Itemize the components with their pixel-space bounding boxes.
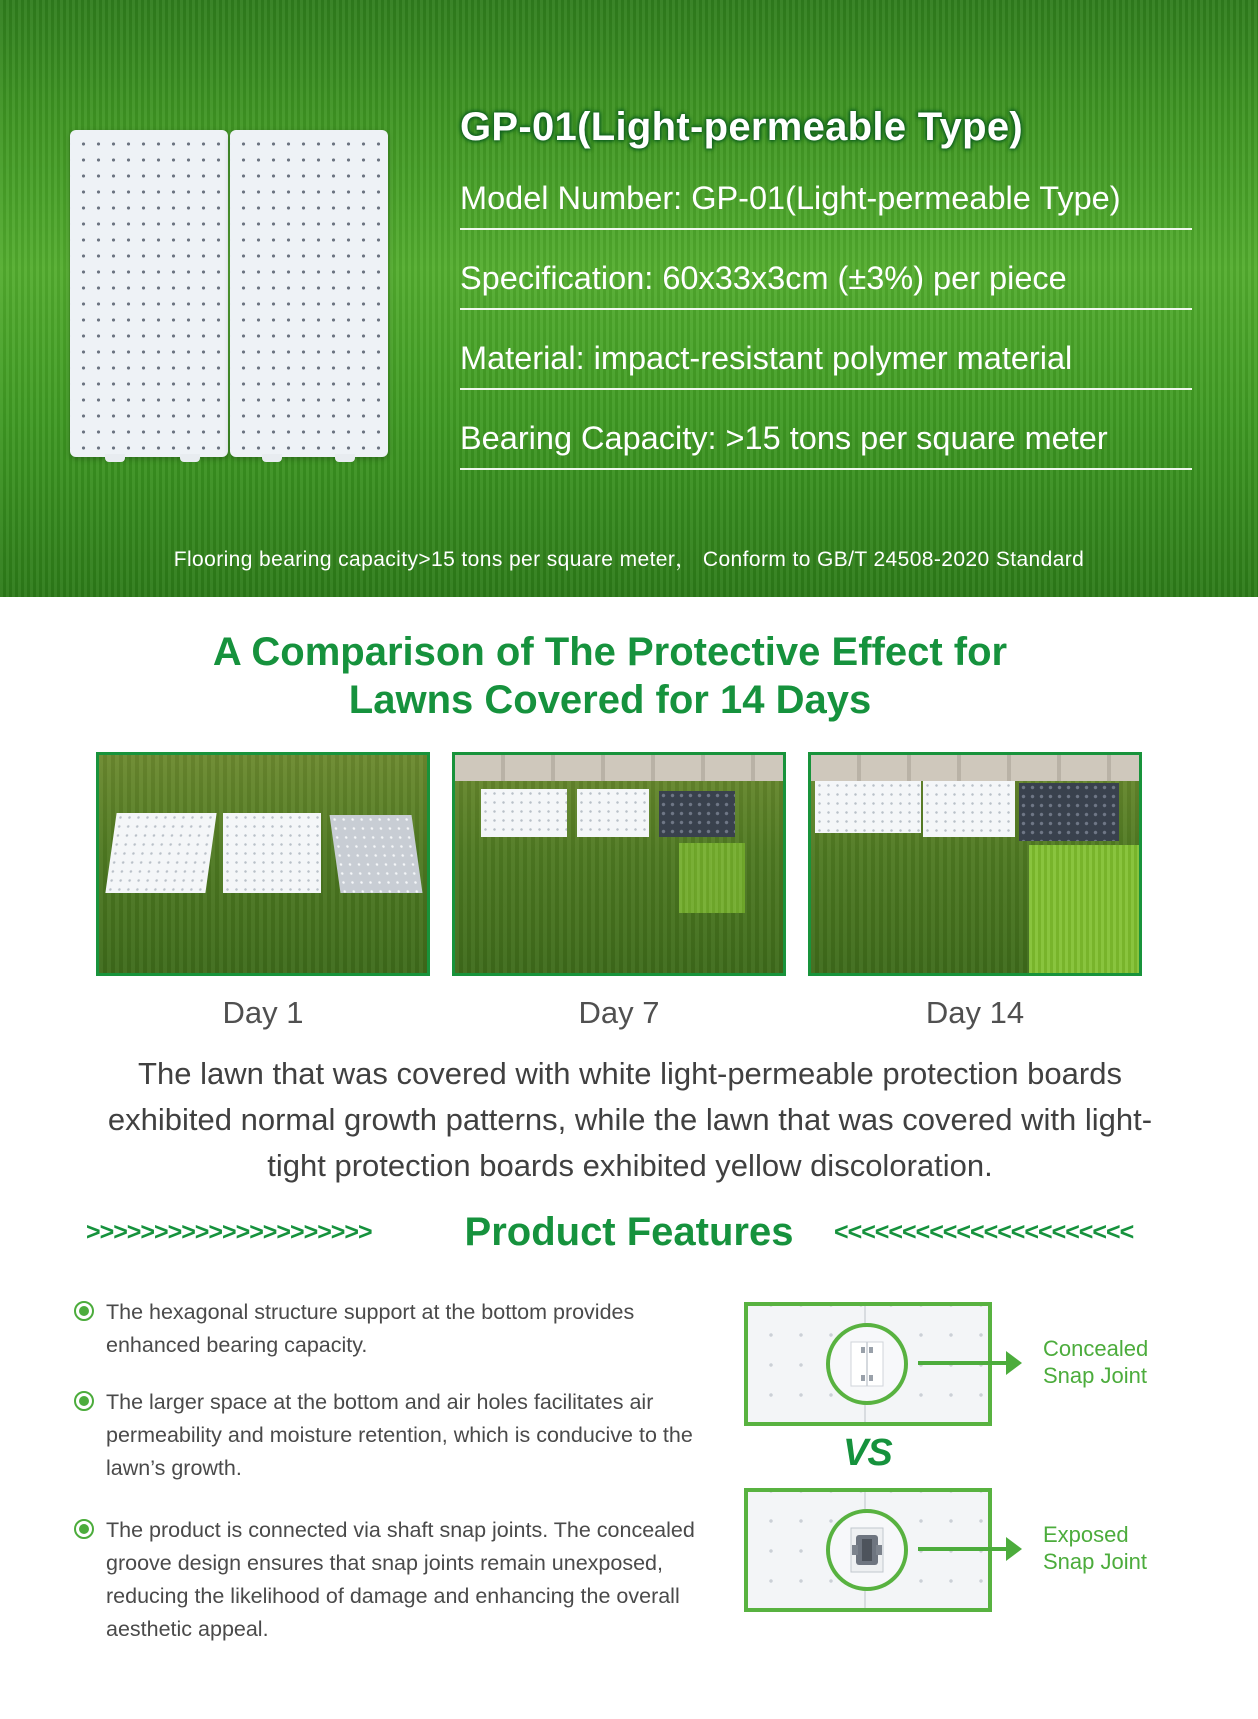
yellowed-grass-patch (1029, 845, 1139, 973)
standard-note: Flooring bearing capacity>15 tons per square meter， Conform to GB/T 24508-2020 Standard (173, 548, 1085, 571)
decorative-arrows-right: <<<<<<<<<<<<<<<<<<<<<< (834, 1218, 1134, 1246)
board-foot (105, 454, 125, 462)
hero-banner (0, 0, 1258, 597)
product-board-image (70, 130, 228, 457)
day1-label: Day 1 (222, 995, 304, 1030)
comparison-title-line2: Lawns Covered for 14 Days (348, 678, 872, 722)
spec-list (460, 105, 1192, 494)
white-board (923, 781, 1015, 837)
decorative-arrows-left: >>>>>>>>>>>>>>>>>>>>> (86, 1218, 372, 1246)
product-board-image (230, 130, 388, 457)
pavement (455, 755, 783, 781)
feature-item (74, 1296, 734, 1362)
feature-text: The product is connected via shaft snap joints. The concealed groove design ensures that snap joints remain unexposed, reducing the likelihood of damage and enhancing the overall aesthetic appeal. (106, 1518, 695, 1641)
grey-board (330, 815, 423, 893)
white-board (577, 789, 649, 837)
day14-label: Day 14 (925, 995, 1025, 1030)
dark-board (1019, 783, 1119, 841)
spec-model-number: Model Number: GP-01(Light-permeable Type) (460, 174, 1192, 230)
features-header (0, 1210, 1258, 1262)
white-board (815, 781, 921, 833)
white-board (223, 813, 321, 893)
concealed-joint-icon (850, 1341, 884, 1387)
product-title: GP-01(Light-permeable Type) (460, 105, 1024, 149)
comparison-title-line1: A Comparison of The Protective Effect for (212, 630, 1008, 674)
features-title: Product Features (464, 1210, 794, 1254)
day7-photo (452, 752, 786, 976)
spec-material: Material: impact-resistant polymer material (460, 334, 1192, 390)
feature-text: The larger space at the bottom and air holes facilitates air permeability and moisture retention, which is conducive to the lawn’s growth. (106, 1390, 693, 1480)
pavement (811, 755, 1139, 781)
vs-label: VS (843, 1432, 892, 1474)
day14-photo (808, 752, 1142, 976)
exposed-label-line2: Snap Joint (1043, 1549, 1147, 1574)
magnifier-ring (826, 1323, 908, 1405)
arrow-right-icon (918, 1547, 1008, 1551)
board-foot (262, 454, 282, 462)
dark-board (659, 791, 735, 837)
day7-label: Day 7 (578, 995, 660, 1030)
white-board (481, 789, 567, 837)
spec-specification: Specification: 60x33x3cm (±3%) per piece (460, 254, 1192, 310)
spec-bearing-capacity: Bearing Capacity: >15 tons per square meter (460, 414, 1192, 470)
bullet-icon (74, 1391, 94, 1411)
board-foot (180, 454, 200, 462)
comparison-description: The lawn that was covered with white light-permeable protection boards exhibited normal growth patterns, while the lawn that was covered with light-tight protection boards exhibited yellow discoloration. (107, 1056, 1153, 1183)
feature-text: The hexagonal structure support at the bottom provides enhanced bearing capacity. (106, 1300, 635, 1357)
day1-photo (96, 752, 430, 976)
arrow-right-icon (918, 1361, 1008, 1365)
grass-patch (679, 843, 745, 913)
exposed-label-line1: Exposed (1043, 1522, 1129, 1547)
board-foot (335, 454, 355, 462)
exposed-joint-icon (850, 1527, 884, 1573)
concealed-label-line2: Snap Joint (1043, 1363, 1147, 1388)
feature-item (74, 1514, 734, 1646)
white-board (105, 813, 216, 893)
magnifier-ring (826, 1509, 908, 1591)
bullet-icon (74, 1301, 94, 1321)
bullet-icon (74, 1519, 94, 1539)
feature-item (74, 1386, 734, 1485)
concealed-label-line1: Concealed (1043, 1336, 1149, 1361)
